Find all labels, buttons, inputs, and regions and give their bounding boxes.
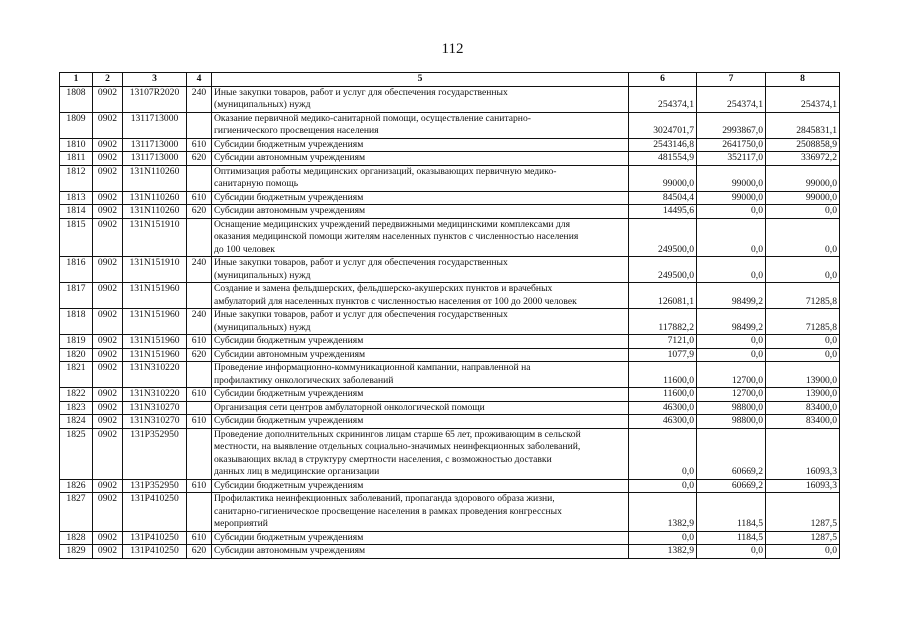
table-header-row — [60, 73, 840, 87]
amount-col6-cell: 11600,0 — [629, 362, 697, 388]
target-code-cell: 131N110260 — [123, 165, 187, 191]
section-code-cell: 0902 — [93, 531, 123, 545]
description-line: Субсидии бюджетным учреждениям — [214, 479, 364, 491]
row-number-cell: 1818 — [60, 309, 93, 335]
section-code-cell: 0902 — [93, 362, 123, 388]
section-code-cell: 0902 — [93, 257, 123, 283]
description-line: до 100 человек — [214, 243, 275, 255]
description-line: санитарную помощь — [214, 178, 299, 189]
row-number-cell: 1828 — [60, 531, 93, 545]
amount-col8-cell: 71285,8 — [766, 283, 840, 309]
description-line: оказывающих вклад в структуру смертности населения, с возможностью доставки — [214, 453, 552, 465]
target-code-cell: 131N151910 — [123, 218, 187, 257]
description-line: Субсидии автономным учреждениям — [214, 205, 366, 216]
description-line: Субсидии бюджетным учреждениям — [214, 335, 364, 346]
description-line: (муниципальных) нужд — [214, 321, 311, 333]
table-row — [60, 86, 840, 112]
amount-col8-cell: 0,0 — [766, 335, 840, 349]
amount-col6-cell: 1382,9 — [629, 545, 697, 559]
section-code-cell: 0902 — [93, 309, 123, 335]
target-code-cell: 131N151960 — [123, 309, 187, 335]
amount-col6-cell: 7121,0 — [629, 335, 697, 349]
amount-col8-cell: 2845831,1 — [766, 112, 840, 138]
description-cell — [212, 531, 629, 545]
description-cell — [212, 348, 629, 362]
target-code-cell: 131N151910 — [123, 257, 187, 283]
description-cell — [212, 112, 629, 138]
expense-type-cell: 620 — [187, 348, 212, 362]
target-code-cell: 131N310270 — [123, 415, 187, 429]
section-code-cell: 0902 — [93, 348, 123, 362]
target-code-cell: 131P352950 — [123, 479, 187, 493]
row-number-cell: 1810 — [60, 138, 93, 152]
description-line: Субсидии автономным учреждениям — [214, 348, 366, 360]
expense-type-cell: 610 — [187, 531, 212, 545]
amount-col6-cell: 46300,0 — [629, 401, 697, 415]
amount-col6-cell: 99000,0 — [629, 165, 697, 191]
amount-col8-cell: 254374,1 — [766, 86, 840, 112]
row-number-cell: 1824 — [60, 415, 93, 429]
description-line: Оснащение медицинских учреждений передвижными медицинскими комплексами для — [214, 218, 570, 230]
description-line: Субсидии бюджетным учреждениям — [214, 191, 364, 203]
row-number-cell: 1822 — [60, 388, 93, 402]
table-row — [60, 531, 840, 545]
table-row — [60, 152, 840, 166]
target-code-cell: 131N110260 — [123, 191, 187, 205]
amount-col7-cell: 12700,0 — [697, 388, 766, 402]
target-code-cell: 131P410250 — [123, 493, 187, 532]
table-row — [60, 415, 840, 429]
expense-type-cell — [187, 218, 212, 257]
amount-col7-cell: 99000,0 — [697, 191, 766, 205]
amount-col8-cell: 1287,5 — [766, 531, 840, 545]
amount-col7-cell: 99000,0 — [697, 165, 766, 191]
amount-col8-cell: 83400,0 — [766, 415, 840, 429]
section-code-cell: 0902 — [93, 112, 123, 138]
target-code-cell: 131N110260 — [123, 205, 187, 219]
description-cell — [212, 283, 629, 309]
expense-type-cell: 620 — [187, 152, 212, 166]
table-body — [60, 86, 840, 558]
target-code-cell: 131N151960 — [123, 283, 187, 309]
description-line: местности, на выявление отдельных социально-значимых неинфекционных заболеваний, — [214, 441, 581, 452]
section-code-cell: 0902 — [93, 205, 123, 219]
row-number-cell: 1811 — [60, 152, 93, 166]
column-header: 4 — [187, 73, 212, 87]
amount-col7-cell: 254374,1 — [697, 86, 766, 112]
amount-col6-cell: 1382,9 — [629, 493, 697, 532]
row-number-cell: 1815 — [60, 218, 93, 257]
amount-col8-cell: 0,0 — [766, 205, 840, 219]
section-code-cell: 0902 — [93, 388, 123, 402]
description-line: Иные закупки товаров, работ и услуг для обеспечения государственных — [214, 86, 508, 98]
column-header: 2 — [93, 73, 123, 87]
column-header: 8 — [766, 73, 840, 87]
description-line: Иные закупки товаров, работ и услуг для обеспечения государственных — [214, 257, 508, 268]
table-row — [60, 309, 840, 335]
expense-type-cell: 240 — [187, 309, 212, 335]
row-number-cell: 1829 — [60, 545, 93, 559]
expense-type-cell: 610 — [187, 335, 212, 349]
amount-col8-cell: 99000,0 — [766, 191, 840, 205]
row-number-cell: 1809 — [60, 112, 93, 138]
description-line: Оказание первичной медико-санитарной помощи, осуществление санитарно- — [214, 112, 531, 124]
amount-col6-cell: 0,0 — [629, 531, 697, 545]
description-cell — [212, 362, 629, 388]
column-header: 7 — [697, 73, 766, 87]
amount-col7-cell: 60669,2 — [697, 479, 766, 493]
section-code-cell: 0902 — [93, 138, 123, 152]
table-row — [60, 401, 840, 415]
row-number-cell: 1821 — [60, 362, 93, 388]
description-line: данных лиц в медицинские организации — [214, 466, 380, 477]
table-row — [60, 112, 840, 138]
section-code-cell: 0902 — [93, 415, 123, 429]
description-line: Организация сети центров амбулаторной онкологической помощи — [214, 401, 485, 413]
amount-col7-cell: 352117,0 — [697, 152, 766, 166]
row-number-cell: 1814 — [60, 205, 93, 219]
table-row — [60, 493, 840, 532]
description-line: Профилактика неинфекционных заболеваний, пропаганда здорового образа жизни, — [214, 493, 555, 504]
description-line: Иные закупки товаров, работ и услуг для обеспечения государственных — [214, 309, 508, 320]
row-number-cell: 1816 — [60, 257, 93, 283]
section-code-cell: 0902 — [93, 401, 123, 415]
target-code-cell: 131N310220 — [123, 388, 187, 402]
row-number-cell: 1819 — [60, 335, 93, 349]
amount-col8-cell: 83400,0 — [766, 401, 840, 415]
amount-col8-cell: 0,0 — [766, 545, 840, 559]
amount-col6-cell: 249500,0 — [629, 257, 697, 283]
expense-type-cell: 240 — [187, 86, 212, 112]
amount-col6-cell: 0,0 — [629, 479, 697, 493]
target-code-cell: 1311713000 — [123, 112, 187, 138]
expense-type-cell: 610 — [187, 138, 212, 152]
amount-col7-cell: 0,0 — [697, 205, 766, 219]
section-code-cell: 0902 — [93, 493, 123, 532]
description-cell — [212, 309, 629, 335]
description-line: Субсидии бюджетным учреждениям — [214, 138, 364, 150]
target-code-cell: 131P410250 — [123, 531, 187, 545]
amount-col8-cell: 0,0 — [766, 348, 840, 362]
description-line: Субсидии автономным учреждениям — [214, 152, 366, 163]
amount-col7-cell: 0,0 — [697, 545, 766, 559]
amount-col8-cell: 2508858,9 — [766, 138, 840, 152]
description-line: санитарно-гигиеническое просвещение населения в рамках проведения конгрессных — [214, 505, 562, 517]
amount-col7-cell: 98499,2 — [697, 283, 766, 309]
amount-col7-cell: 0,0 — [697, 335, 766, 349]
table-row — [60, 191, 840, 205]
table-row — [60, 362, 840, 388]
amount-col6-cell: 126081,1 — [629, 283, 697, 309]
row-number-cell: 1823 — [60, 401, 93, 415]
description-cell — [212, 138, 629, 152]
amount-col7-cell: 0,0 — [697, 257, 766, 283]
amount-col7-cell: 0,0 — [697, 348, 766, 362]
description-cell — [212, 415, 629, 429]
target-code-cell: 131N151960 — [123, 348, 187, 362]
description-line: (муниципальных) нужд — [214, 269, 311, 281]
amount-col6-cell: 46300,0 — [629, 415, 697, 429]
table-row — [60, 335, 840, 349]
section-code-cell: 0902 — [93, 545, 123, 559]
section-code-cell: 0902 — [93, 86, 123, 112]
amount-col8-cell: 13900,0 — [766, 388, 840, 402]
amount-col6-cell: 2543146,8 — [629, 138, 697, 152]
column-header: 5 — [212, 73, 629, 87]
budget-table — [59, 72, 840, 559]
amount-col7-cell: 98800,0 — [697, 415, 766, 429]
description-line: Субсидии автономным учреждениям — [214, 545, 366, 556]
description-cell — [212, 545, 629, 559]
description-cell — [212, 335, 629, 349]
expense-type-cell: 610 — [187, 415, 212, 429]
row-number-cell: 1808 — [60, 86, 93, 112]
target-code-cell: 131N310220 — [123, 362, 187, 388]
row-number-cell: 1813 — [60, 191, 93, 205]
section-code-cell: 0902 — [93, 283, 123, 309]
description-cell — [212, 205, 629, 219]
expense-type-cell — [187, 401, 212, 415]
description-line: профилактику онкологических заболеваний — [214, 374, 394, 386]
amount-col6-cell: 0,0 — [629, 428, 697, 479]
section-code-cell: 0902 — [93, 165, 123, 191]
expense-type-cell: 610 — [187, 388, 212, 402]
description-cell — [212, 152, 629, 166]
amount-col7-cell: 12700,0 — [697, 362, 766, 388]
expense-type-cell: 620 — [187, 205, 212, 219]
section-code-cell: 0902 — [93, 191, 123, 205]
expense-type-cell: 610 — [187, 191, 212, 205]
description-cell — [212, 257, 629, 283]
amount-col6-cell: 249500,0 — [629, 218, 697, 257]
description-line: Субсидии бюджетным учреждениям — [214, 531, 364, 543]
target-code-cell: 13107R2020 — [123, 86, 187, 112]
description-line: гигиенического просвещения населения — [214, 125, 379, 136]
page-number: 112 — [441, 41, 464, 57]
description-line: Создание и замена фельдшерских, фельдшерско-акушерских пунктов и врачебных — [214, 283, 553, 294]
amount-col8-cell: 336972,2 — [766, 152, 840, 166]
expense-type-cell — [187, 493, 212, 532]
description-cell — [212, 428, 629, 479]
amount-col8-cell: 0,0 — [766, 257, 840, 283]
description-line: (муниципальных) нужд — [214, 99, 311, 110]
amount-col7-cell: 1184,5 — [697, 493, 766, 532]
expense-type-cell — [187, 428, 212, 479]
amount-col8-cell: 99000,0 — [766, 165, 840, 191]
row-number-cell: 1827 — [60, 493, 93, 532]
expense-type-cell: 610 — [187, 479, 212, 493]
description-cell — [212, 165, 629, 191]
target-code-cell: 1311713000 — [123, 138, 187, 152]
row-number-cell: 1826 — [60, 479, 93, 493]
table-row — [60, 283, 840, 309]
description-cell — [212, 86, 629, 112]
amount-col6-cell: 481554,9 — [629, 152, 697, 166]
table-row — [60, 205, 840, 219]
description-line: Субсидии бюджетным учреждениям — [214, 415, 364, 426]
amount-col6-cell: 1077,9 — [629, 348, 697, 362]
description-line: Субсидии бюджетным учреждениям — [214, 388, 364, 399]
amount-col7-cell: 1184,5 — [697, 531, 766, 545]
description-line: мероприятий — [214, 518, 268, 529]
amount-col8-cell: 16093,3 — [766, 428, 840, 479]
target-code-cell: 131N310270 — [123, 401, 187, 415]
amount-col6-cell: 254374,1 — [629, 86, 697, 112]
description-cell — [212, 388, 629, 402]
target-code-cell: 131N151960 — [123, 335, 187, 349]
column-header: 3 — [123, 73, 187, 87]
amount-col7-cell: 0,0 — [697, 218, 766, 257]
expense-type-cell — [187, 165, 212, 191]
table-row — [60, 428, 840, 479]
description-cell — [212, 479, 629, 493]
section-code-cell: 0902 — [93, 335, 123, 349]
amount-col8-cell: 13900,0 — [766, 362, 840, 388]
amount-col6-cell: 84504,4 — [629, 191, 697, 205]
expense-type-cell: 240 — [187, 257, 212, 283]
target-code-cell: 131P352950 — [123, 428, 187, 479]
row-number-cell: 1812 — [60, 165, 93, 191]
amount-col7-cell: 2641750,0 — [697, 138, 766, 152]
amount-col7-cell: 98499,2 — [697, 309, 766, 335]
amount-col6-cell: 117882,2 — [629, 309, 697, 335]
amount-col8-cell: 16093,3 — [766, 479, 840, 493]
row-number-cell: 1825 — [60, 428, 93, 479]
column-header: 6 — [629, 73, 697, 87]
amount-col6-cell: 14495,6 — [629, 205, 697, 219]
expense-type-cell — [187, 283, 212, 309]
table-row — [60, 479, 840, 493]
target-code-cell: 131P410250 — [123, 545, 187, 559]
amount-col7-cell: 2993867,0 — [697, 112, 766, 138]
table-row — [60, 257, 840, 283]
target-code-cell: 1311713000 — [123, 152, 187, 166]
table-row — [60, 165, 840, 191]
table-row — [60, 388, 840, 402]
amount-col8-cell: 71285,8 — [766, 309, 840, 335]
expense-type-cell: 620 — [187, 545, 212, 559]
row-number-cell: 1817 — [60, 283, 93, 309]
description-line: Оптимизация работы медицинских организаций, оказывающих первичную медико- — [214, 165, 557, 177]
table-row — [60, 218, 840, 257]
amount-col7-cell: 60669,2 — [697, 428, 766, 479]
section-code-cell: 0902 — [93, 218, 123, 257]
expense-type-cell — [187, 112, 212, 138]
amount-col8-cell: 1287,5 — [766, 493, 840, 532]
description-cell — [212, 401, 629, 415]
description-line: Проведение информационно-коммуникационной кампании, направленной на — [214, 362, 531, 373]
section-code-cell: 0902 — [93, 479, 123, 493]
row-number-cell: 1820 — [60, 348, 93, 362]
section-code-cell: 0902 — [93, 428, 123, 479]
expense-type-cell — [187, 362, 212, 388]
section-code-cell: 0902 — [93, 152, 123, 166]
description-cell — [212, 493, 629, 532]
description-line: Проведение дополнительных скринингов лицам старше 65 лет, проживающим в сельской — [214, 428, 581, 440]
table-row — [60, 348, 840, 362]
amount-col7-cell: 98800,0 — [697, 401, 766, 415]
description-cell — [212, 218, 629, 257]
amount-col8-cell: 0,0 — [766, 218, 840, 257]
description-line: амбулаторий для населенных пунктов с численностью населения от 100 до 2000 человек — [214, 295, 577, 307]
table-row — [60, 545, 840, 559]
column-header: 1 — [60, 73, 93, 87]
amount-col6-cell: 3024701,7 — [629, 112, 697, 138]
amount-col6-cell: 11600,0 — [629, 388, 697, 402]
description-cell — [212, 191, 629, 205]
description-line: оказания медицинской помощи жителям населенных пунктов с численностью населения — [214, 231, 579, 242]
table-row — [60, 138, 840, 152]
